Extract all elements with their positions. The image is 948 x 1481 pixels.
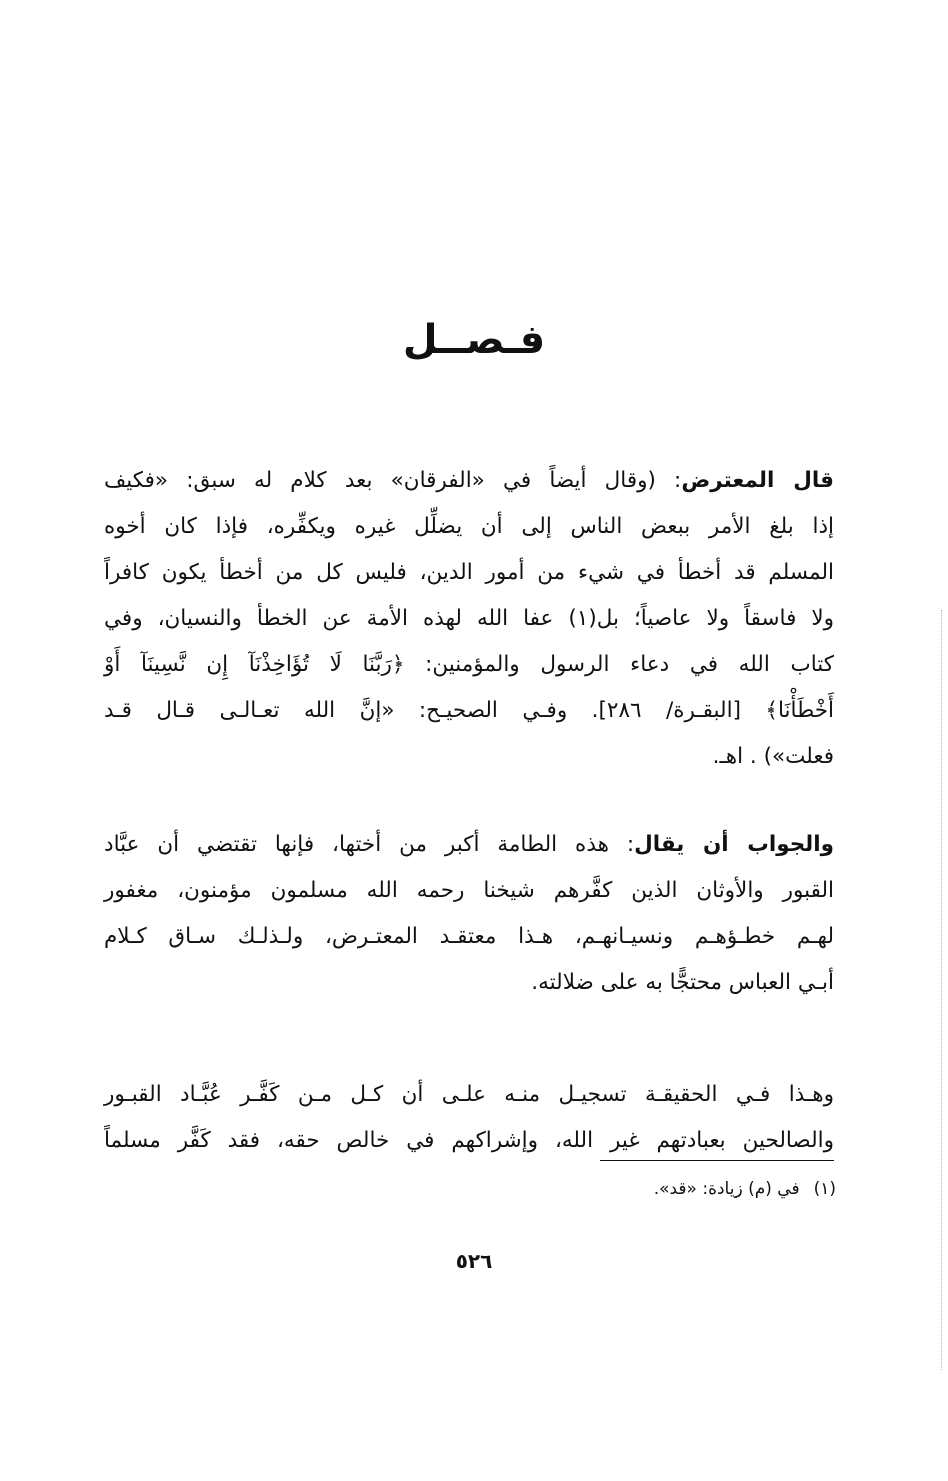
text-line: أبـي العباس محتجًّا به على ضلالته. <box>531 970 834 995</box>
text-line: وهـذا فـي الحقيقـة تسجيـل منـه علـى أن كـل مـن كَفَّـر عُبَّـاد القبـور <box>104 1082 834 1107</box>
paragraph-answer <box>104 822 834 1006</box>
page-number: ٥٢٦ <box>455 1249 493 1273</box>
paragraph-commentary <box>104 1072 834 1164</box>
text-line <box>104 822 834 868</box>
text-line: المسلم قد أخطأ في شيء من أمور الدين، فليس كل من أخطأ يكون كافراً <box>104 560 834 585</box>
text-line: القبور والأوثان الذين كفَّرهم شيخنا رحمه الله مسلمون مؤمنون، مغفور <box>104 878 834 903</box>
line-text: : (وقال أيضاً في «الفرقان» بعد كلام له سبق: «فكيف <box>104 468 682 493</box>
footnote-text: في (م) زيادة: «قد». <box>653 1179 800 1199</box>
text-line: أَخْطَأْنَا﴾ [البقـرة/ ٢٨٦]. وفـي الصحيـح: «إنَّ الله تعـالـى قـال قـد <box>104 698 834 723</box>
section-heading: فـصــل <box>402 317 546 363</box>
text-line <box>104 458 834 504</box>
text-line: ولا فاسقاً ولا عاصياً؛ بل(١) عفا الله لهذه الأمة عن الخطأ والنسيان، وفي <box>104 606 835 631</box>
text-line: إذا بلغ الأمر ببعض الناس إلى أن يضلِّل غيره ويكفِّره، فإذا كان أخوه <box>104 514 834 539</box>
text-line: كتاب الله في دعاء الرسول والمؤمنين: ﴿رَبَّنَا لَا تُؤَاخِذْنَآ إِن نَّسِينَآ أَوْ <box>104 652 834 677</box>
line-text: : هذه الطامة أكبر من أختها، فإنها تقتضي أن عبَّاد <box>104 832 635 857</box>
text-line: والصالحين بعبادتهم غير الله، وإشراكهم في خالص حقه، فقد كَفَّر مسلماً <box>104 1128 834 1153</box>
footnote-number: (١) <box>813 1179 836 1199</box>
footnote <box>654 1174 836 1204</box>
footnote-divider <box>600 1160 834 1161</box>
text-line: لهـم خطـؤهـم ونسيـانهـم، هـذا معتقـد المعتـرض، ولـذلـك سـاق كـلام <box>104 924 834 949</box>
text-line: فعلت») . اهـ. <box>712 744 834 769</box>
lead-phrase: قال المعترض <box>681 468 834 493</box>
paragraph-objection <box>104 458 834 780</box>
lead-phrase: والجواب أن يقال <box>634 832 834 857</box>
